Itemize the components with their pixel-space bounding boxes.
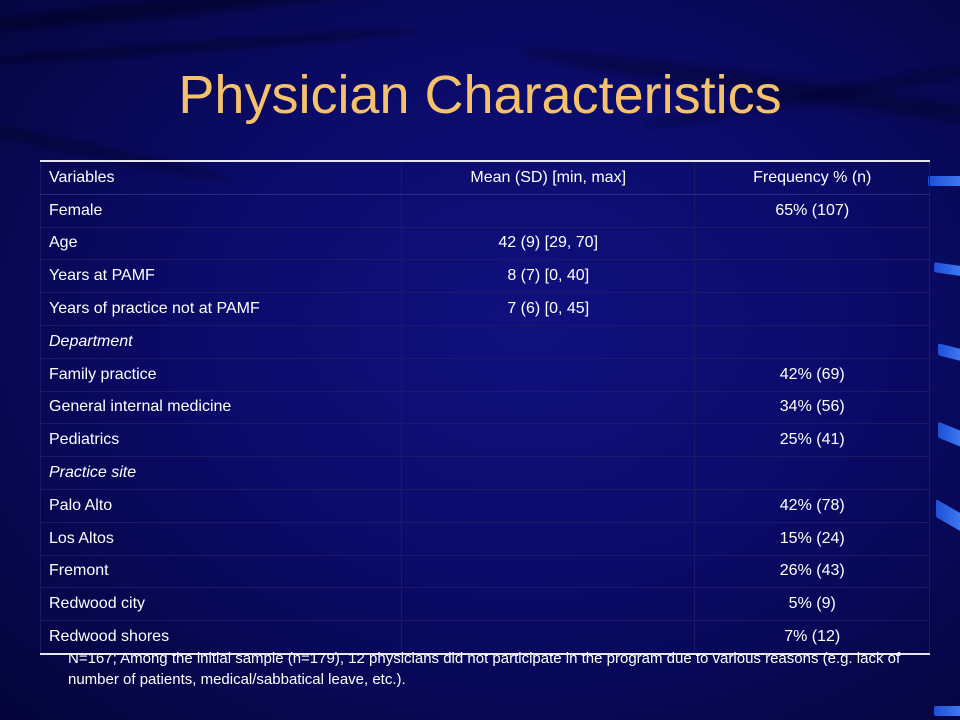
cell-mean	[401, 358, 695, 391]
cell-mean	[401, 194, 695, 227]
cell-frequency: 26% (43)	[695, 555, 930, 588]
background-streak	[0, 0, 498, 40]
table-section-row	[41, 325, 930, 358]
cell-mean	[401, 522, 695, 555]
section-label-department: Department	[41, 325, 402, 358]
header-frequency: Frequency % (n)	[695, 161, 930, 194]
table-row	[41, 391, 930, 424]
cell-variable: Palo Alto	[41, 489, 402, 522]
edge-decoration	[936, 499, 960, 531]
edge-decoration	[928, 176, 960, 186]
cell-mean	[401, 457, 695, 490]
table-row	[41, 424, 930, 457]
edge-decoration	[934, 262, 960, 276]
cell-variable: Age	[41, 227, 402, 260]
footnote: N=167; Among the initial sample (n=179), 12 physicians did not participate in the program due to various reasons (e.g. lack of number of patients, medical/sabbatical leave, etc.).	[68, 650, 901, 688]
cell-frequency: 34% (56)	[695, 391, 930, 424]
cell-frequency: 42% (69)	[695, 358, 930, 391]
cell-mean: 7 (6) [0, 45]	[401, 293, 695, 326]
table-row	[41, 588, 930, 621]
cell-mean	[401, 424, 695, 457]
cell-mean: 42 (9) [29, 70]	[401, 227, 695, 260]
cell-variable: Redwood city	[41, 588, 402, 621]
characteristics-table	[40, 160, 930, 655]
cell-mean	[401, 325, 695, 358]
slide-title: Physician Characteristics	[178, 65, 782, 125]
table-row	[41, 358, 930, 391]
table-row	[41, 227, 930, 260]
cell-frequency	[695, 325, 930, 358]
cell-variable: Pediatrics	[41, 424, 402, 457]
cell-variable: Los Altos	[41, 522, 402, 555]
table-section-row	[41, 457, 930, 490]
cell-mean	[401, 391, 695, 424]
cell-frequency	[695, 260, 930, 293]
edge-decoration	[938, 422, 960, 447]
cell-variable: Years at PAMF	[41, 260, 402, 293]
table-header-row	[41, 161, 930, 194]
cell-variable: Fremont	[41, 555, 402, 588]
section-label-practice-site: Practice site	[41, 457, 402, 490]
cell-frequency: 65% (107)	[695, 194, 930, 227]
cell-mean	[401, 588, 695, 621]
cell-frequency	[695, 227, 930, 260]
cell-variable: Years of practice not at PAMF	[41, 293, 402, 326]
cell-frequency: 15% (24)	[695, 522, 930, 555]
table-row	[41, 489, 930, 522]
header-mean: Mean (SD) [min, max]	[401, 161, 695, 194]
edge-decoration	[934, 706, 960, 716]
cell-mean: 8 (7) [0, 40]	[401, 260, 695, 293]
table-row	[41, 522, 930, 555]
cell-frequency: 42% (78)	[695, 489, 930, 522]
cell-variable: Family practice	[41, 358, 402, 391]
header-variables: Variables	[41, 161, 402, 194]
cell-frequency	[695, 293, 930, 326]
cell-frequency	[695, 457, 930, 490]
cell-frequency: 5% (9)	[695, 588, 930, 621]
edge-decoration	[938, 343, 960, 360]
cell-mean	[401, 489, 695, 522]
cell-variable: Redwood shores	[41, 621, 402, 654]
table-row	[41, 555, 930, 588]
table-row	[41, 260, 930, 293]
cell-frequency: 25% (41)	[695, 424, 930, 457]
cell-variable: Female	[41, 194, 402, 227]
cell-frequency: 7% (12)	[695, 621, 930, 654]
cell-variable: General internal medicine	[41, 391, 402, 424]
table-row	[41, 293, 930, 326]
table-row	[41, 194, 930, 227]
cell-mean	[401, 555, 695, 588]
